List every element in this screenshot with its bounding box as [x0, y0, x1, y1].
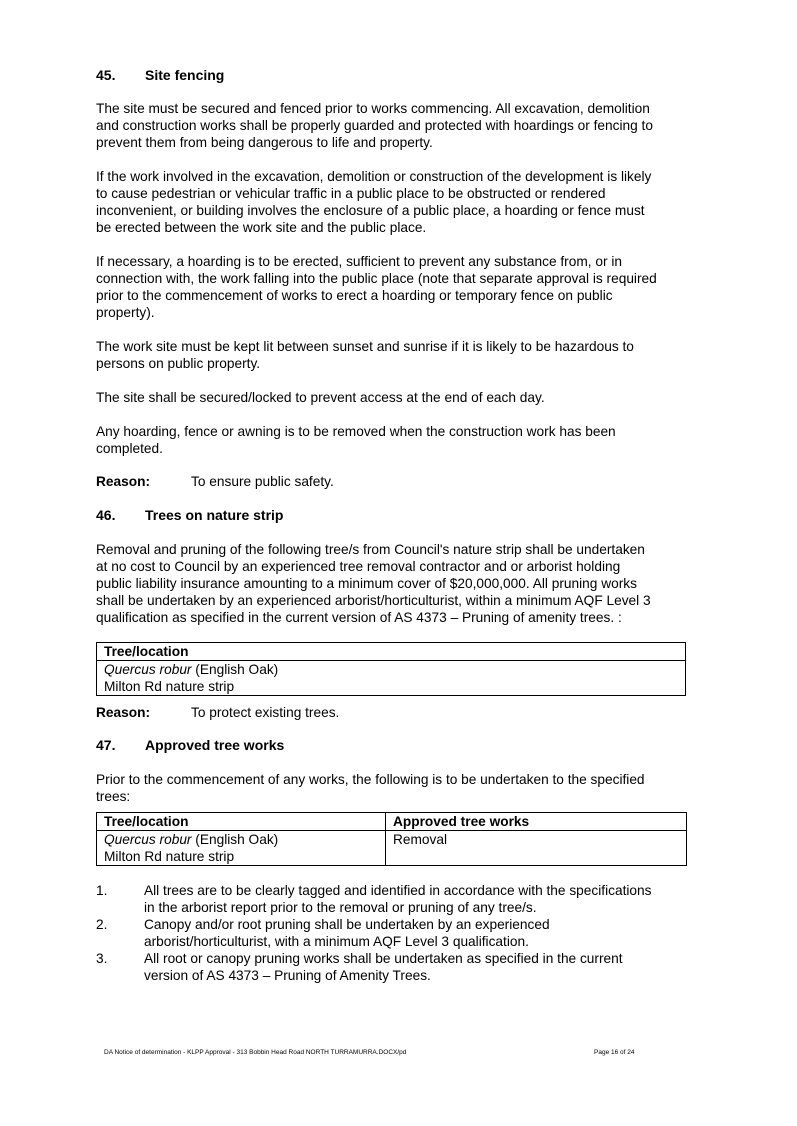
text-line: qualification as specified in the current version of AS 4373 – Pruning of amenity trees. :: [96, 610, 622, 625]
text-line: property).: [96, 305, 155, 320]
text-line: If necessary, a hoarding is to be erected, sufficient to prevent any substance from, or in: [96, 254, 622, 269]
approved-works: Removal: [393, 832, 448, 847]
text-line: at no cost to Council by an experienced tree removal contractor and or arborist holding: [96, 559, 621, 574]
list-text: [144, 882, 652, 916]
text-line: and construction works shall be properly guarded and protected with hoardings or fencing to: [96, 118, 653, 133]
table-header-row: [97, 813, 687, 831]
text-line: be erected between the work site and the public place.: [96, 220, 427, 235]
section-title: Trees on nature strip: [145, 507, 284, 523]
text-line: Any hoarding, fence or awning is to be removed when the construction work has been: [96, 424, 616, 439]
approved-tree-works-table: [96, 812, 687, 866]
table-header-cell: Approved tree works: [386, 813, 687, 831]
section-45-heading: [96, 67, 496, 84]
section-45-paragraph-3: [96, 253, 706, 321]
text-line: All root or canopy pruning works shall be undertaken as specified in the current: [144, 951, 623, 966]
text-line: persons on public property.: [96, 356, 261, 371]
text-line: Prior to the commencement of any works, the following is to be undertaken to the specified: [96, 772, 645, 787]
text-line: inconvenient, or building involves the enclosure of a public place, a hoarding or fence must: [96, 203, 645, 218]
reason-text: To ensure public safety.: [191, 474, 334, 489]
table-header-row: [97, 643, 686, 661]
conditions-list: [96, 882, 706, 992]
section-46-paragraph: [96, 541, 706, 626]
tree-common-name: (English Oak): [191, 662, 279, 677]
reason-label: Reason:: [96, 474, 151, 489]
text-line: shall be undertaken by an experienced arborist/horticulturist, within a minimum AQF Level 3: [96, 593, 651, 608]
tree-name: [104, 831, 385, 848]
text-line: The site must be secured and fenced prior to works commencing. All excavation, demolition: [96, 101, 650, 116]
text-line: connection with, the work falling into the public place (note that separate approval is required: [96, 271, 657, 286]
reason-text: To protect existing trees.: [191, 705, 340, 720]
text-line: arborist/horticulturist, with a minimum AQF Level 3 qualification.: [144, 934, 529, 949]
tree-location: Milton Rd nature strip: [104, 679, 235, 694]
footer-page-number: Page 16 of 24: [594, 1049, 635, 1056]
table-row: [97, 661, 686, 696]
section-45-paragraph-4: [96, 338, 706, 372]
section-46-reason: [96, 704, 496, 721]
section-45-paragraph-6: [96, 423, 706, 457]
section-45-paragraph-5: [96, 389, 706, 406]
section-45-paragraph-1: [96, 100, 706, 151]
table-row: [97, 831, 687, 866]
section-number: 46.: [96, 507, 116, 523]
table-cell: [97, 831, 386, 866]
table-header-cell: Tree/location: [97, 643, 686, 661]
section-45-reason: [96, 473, 496, 490]
tree-species: Quercus robur: [104, 662, 192, 677]
text-line: The site shall be secured/locked to prevent access at the end of each day.: [96, 390, 545, 405]
section-47-heading: [96, 737, 496, 754]
section-title: Approved tree works: [145, 737, 285, 753]
tree-name: [104, 661, 685, 678]
text-line: public liability insurance amounting to a minimum cover of $20,000,000. All pruning works: [96, 576, 637, 591]
tree-species: Quercus robur: [104, 832, 192, 847]
section-45-paragraph-2: [96, 168, 706, 236]
tree-common-name: (English Oak): [191, 832, 279, 847]
section-number: 47.: [96, 737, 116, 753]
text-line: All trees are to be clearly tagged and identified in accordance with the specifications: [144, 883, 652, 898]
section-46-heading: [96, 507, 496, 524]
text-line: to cause pedestrian or vehicular traffic in a public place to be obstructed or rendered: [96, 186, 606, 201]
list-number: 3.: [96, 951, 108, 966]
list-number: 1.: [96, 883, 108, 898]
text-line: prior to the commencement of works to erect a hoarding or temporary fence on public: [96, 288, 613, 303]
text-line: If the work involved in the excavation, demolition or construction of the development is likely: [96, 169, 652, 184]
text-line: in the arborist report prior to the removal or pruning of any tree/s.: [144, 900, 537, 915]
footer-document-name: DA Notice of determination - KLPP Approval - 313 Bobbin Head Road NORTH TURRAMURRA.DOCX/pd: [104, 1049, 407, 1056]
text-line: prevent them from being dangerous to life and property.: [96, 135, 433, 150]
table-cell: [386, 831, 687, 866]
tree-location: Milton Rd nature strip: [104, 849, 235, 864]
list-number: 2.: [96, 917, 108, 932]
list-text: [144, 950, 623, 984]
text-line: The work site must be kept lit between sunset and sunrise if it is likely to be hazardous to: [96, 339, 634, 354]
section-title: Site fencing: [145, 67, 225, 83]
section-number: 45.: [96, 67, 116, 83]
section-47-paragraph: [96, 771, 706, 805]
reason-label: Reason:: [96, 705, 151, 720]
text-line: version of AS 4373 – Pruning of Amenity Trees.: [144, 968, 431, 983]
text-line: trees:: [96, 789, 131, 804]
text-line: Canopy and/or root pruning shall be undertaken by an experienced: [144, 917, 550, 932]
list-text: [144, 916, 550, 950]
text-line: completed.: [96, 441, 163, 456]
table-cell: [97, 661, 686, 696]
table-header-cell: Tree/location: [97, 813, 386, 831]
text-line: Removal and pruning of the following tree/s from Council's nature strip shall be undertaken: [96, 542, 645, 557]
tree-location-table: [96, 642, 686, 696]
